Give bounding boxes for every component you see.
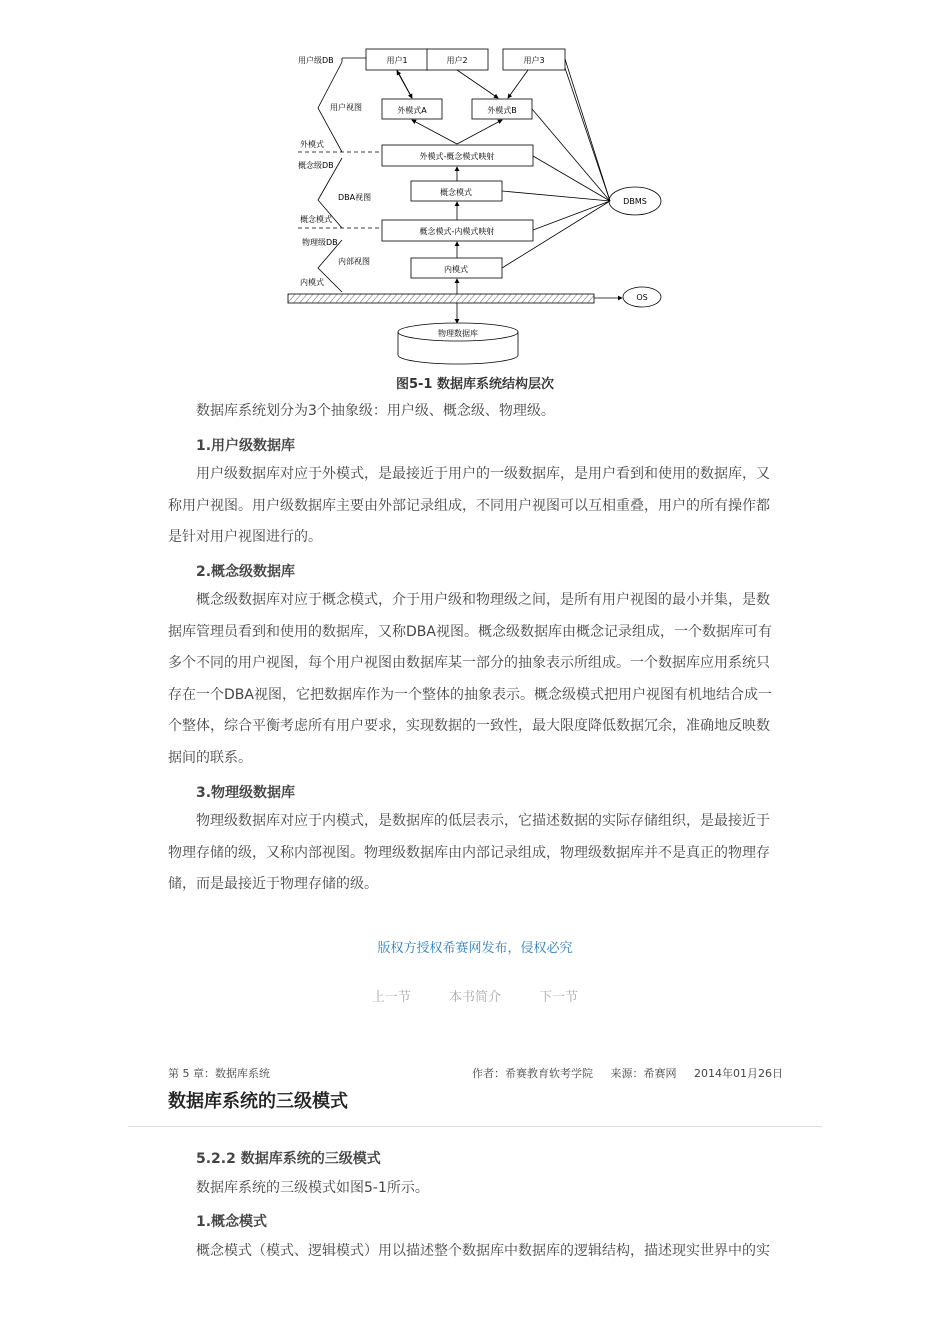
user-2-label: 用户2 (446, 56, 468, 65)
section-3-paragraph (168, 806, 788, 901)
copyright-notice: 版权方授权希赛网发布，侵权必究 (377, 941, 573, 956)
user-1-label: 用户1 (386, 56, 408, 65)
section-1-line: 用户级数据库对应于外模式，是最接近于用户的一级数据库，是用户看到和使用的数据库，又 (196, 466, 770, 482)
os-label: OS (636, 293, 648, 302)
next-section-line: 概念模式（模式、逻辑模式）用以描述整个数据库中数据库的逻辑结构，描述现实世界中的实 (196, 1243, 770, 1259)
section-2-heading: 2.概念级数据库 (196, 564, 296, 580)
section-3-line: 物理级数据库对应于内模式，是数据库的低层表示，它描述数据的实际存储组织，是最接近于 (196, 813, 770, 829)
section-2-line: 据间的联系。 (168, 749, 252, 766)
source: 来源：希赛网 (610, 1067, 677, 1080)
next-intro-paragraph: 数据库系统的三级模式如图5-1所示。 (196, 1180, 429, 1196)
section-2-line: 据库管理员看到和使用的数据库，又称DBA视图。概念级数据库由概念记录组成，一个数据库可有 (168, 623, 772, 640)
section-2-line: 存在一个DBA视图，它把数据库作为一个整体的抽象表示。概念级模式把用户视图有机地结合成一 (168, 686, 772, 703)
chapter-navigation (0, 986, 950, 1005)
label-physical-level-db: 物理级DB (302, 238, 338, 247)
section-1-paragraph (168, 459, 788, 554)
section-1-line: 称用户视图。用户级数据库主要由外部记录组成，不同用户视图可以互相重叠，用户的所有操作都 (168, 497, 770, 514)
article-meta (458, 1065, 783, 1081)
publish-date: 2014年01月26日 (694, 1067, 783, 1080)
mapping-conceptual-internal-label: 概念模式-内模式映射 (419, 227, 495, 236)
label-conceptual-level-db: 概念级DB (298, 161, 334, 170)
book-intro-link[interactable]: 本书简介 (448, 990, 501, 1005)
mapping-external-conceptual-label: 外模式-概念模式映射 (419, 152, 495, 161)
conceptual-schema-label: 概念模式 (440, 188, 472, 197)
divider (128, 1126, 822, 1127)
label-internal-view: 内部视图 (338, 257, 370, 266)
external-schema-a-label: 外模式A (397, 106, 427, 115)
next-section-link[interactable]: 下一节 (539, 990, 579, 1005)
section-2-line: 概念级数据库对应于概念模式，介于用户级和物理级之间，是所有用户视图的最小并集，是数 (196, 592, 770, 608)
section-3-line: 储，而是最接近于物理存储的级。 (168, 876, 378, 892)
database-architecture-diagram (280, 40, 680, 370)
label-dba-view: DBA视图 (338, 193, 372, 202)
intro-paragraph: 数据库系统划分为3个抽象级：用户级、概念级、物理级。 (196, 403, 555, 419)
dbms-label: DBMS (623, 197, 647, 206)
section-3-heading: 3.物理级数据库 (196, 785, 296, 801)
author: 作者：希赛教育软考学院 (472, 1067, 593, 1080)
section-3-line: 物理存储的级，又称内部视图。物理级数据库由内部记录组成，物理级数据库并不是真正的物理存 (168, 844, 770, 861)
external-schema-b-label: 外模式B (487, 106, 517, 115)
section-1-line: 是针对用户视图进行的。 (168, 529, 322, 545)
label-conceptual-schema: 概念模式 (300, 215, 332, 224)
section-1-heading: 1.用户级数据库 (196, 438, 296, 454)
prev-section-link[interactable]: 上一节 (371, 990, 411, 1005)
section-2-line: 多个不同的用户视图，每个用户视图由数据库某一部分的抽象表示所组成。一个数据库应用系统只 (168, 655, 770, 671)
section-2-line: 个整体，综合平衡考虑所有用户要求，实现数据的一致性，最大限度降低数据冗余，准确地反映数 (168, 718, 770, 734)
subsection-heading: 5.2.2 数据库系统的三级模式 (196, 1151, 381, 1167)
internal-schema-label: 内模式 (444, 265, 468, 274)
os-boundary-bar (288, 294, 594, 303)
figure-caption: 图5-1 数据库系统结构层次 (395, 377, 554, 392)
next-section-heading: 1.概念模式 (196, 1214, 268, 1230)
physical-database-label: 物理数据库 (438, 329, 478, 338)
label-user-view: 用户视图 (330, 103, 362, 112)
article-title: 数据库系统的三级模式 (168, 1091, 348, 1112)
label-user-level-db: 用户级DB (298, 56, 334, 65)
user-3-label: 用户3 (523, 56, 545, 65)
label-internal-schema: 内模式 (300, 278, 324, 287)
section-2-paragraph (168, 585, 788, 774)
label-external-schema: 外模式 (300, 140, 324, 149)
chapter-label: 第 5 章：数据库系统 (168, 1067, 270, 1080)
